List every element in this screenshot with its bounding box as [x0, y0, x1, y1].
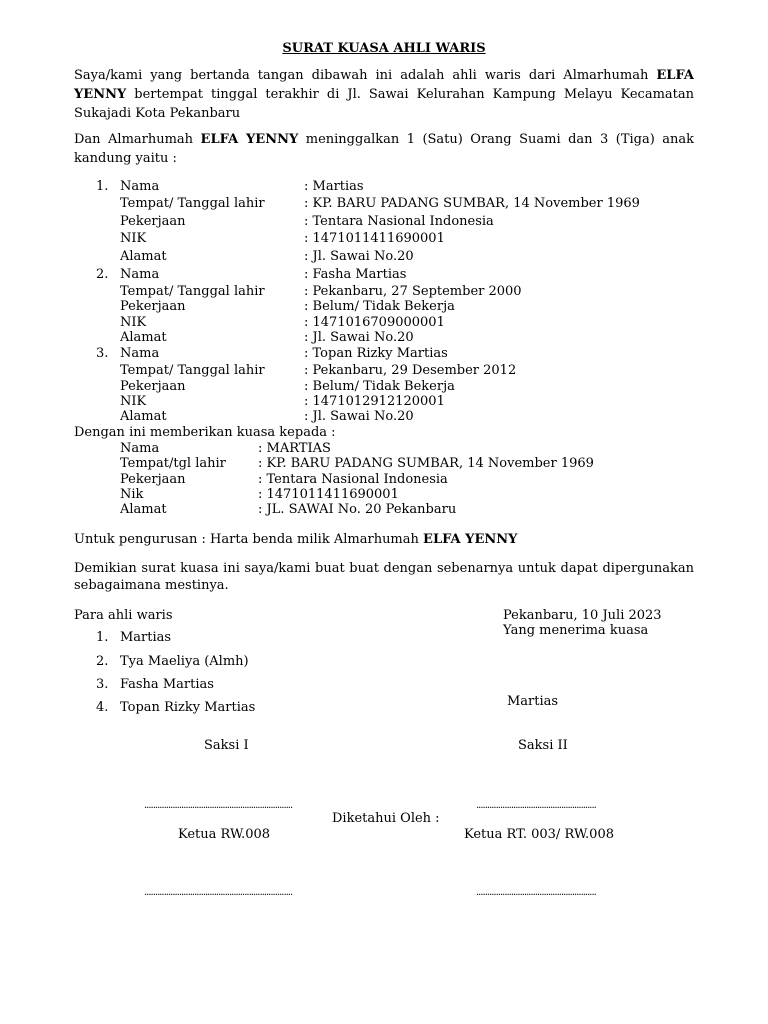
value-nama: : Topan Rizky Martias	[304, 346, 448, 361]
value-alamat: : Jl. Sawai No.20	[304, 330, 414, 345]
purpose-text: Untuk pengurusan : Harta benda milik Almarhumah	[74, 532, 419, 547]
label-ttl: Tempat/ Tanggal lahir	[120, 196, 265, 211]
label-nama: Nama	[120, 267, 160, 282]
label-nik: NIK	[120, 394, 147, 409]
leave-text-2: meninggalkan 1 (Satu) Orang Suami dan 3 (Tiga) anak kandung yaitu :	[74, 132, 695, 166]
grantee-nama: : MARTIAS	[258, 441, 331, 456]
grantee-alamat: : JL. SAWAI No. 20 Pekanbaru	[258, 502, 457, 517]
value-alamat: : Jl. Sawai No.20	[304, 249, 414, 264]
deceased-name: ELFA YENNY	[74, 68, 694, 102]
leave-paragraph	[74, 130, 694, 168]
label-alamat: Alamat	[120, 409, 167, 424]
signature-line: ....................................................................	[144, 800, 293, 811]
grantee-pekerjaan: : Tentara Nasional Indonesia	[258, 472, 448, 487]
value-pekerjaan: : Belum/ Tidak Bekerja	[304, 379, 455, 394]
acknowledged-heading: Diketahui Oleh :	[332, 811, 440, 826]
label-alamat: Alamat	[120, 249, 167, 264]
heir-number: 3.	[96, 346, 109, 361]
grantee-label-nik: Nik	[120, 487, 144, 502]
grantee-label-ttl: Tempat/tgl lahir	[120, 456, 226, 471]
value-pekerjaan: : Belum/ Tidak Bekerja	[304, 299, 455, 314]
rt-head-label: Ketua RT. 003/ RW.008	[464, 827, 614, 842]
deceased-name: ELFA YENNY	[200, 132, 299, 147]
label-nik: NIK	[120, 315, 147, 330]
purpose-line	[74, 531, 517, 548]
witness-1-label: Saksi I	[204, 738, 249, 753]
leave-text-1: Dan Almarhumah	[74, 132, 194, 147]
label-ttl: Tempat/ Tanggal lahir	[120, 284, 265, 299]
grant-heading: Dengan ini memberikan kuasa kepada :	[74, 425, 336, 440]
label-ttl: Tempat/ Tanggal lahir	[120, 363, 265, 378]
closing-paragraph: Demikian surat kuasa ini saya/kami buat buat dengan sebenarnya untuk dapat dipergunakan sebagaimana mestinya.	[74, 561, 694, 593]
heirs-heading: Para ahli waris	[74, 608, 173, 623]
signature-line: .......................................................	[476, 800, 596, 811]
intro-paragraph	[74, 66, 694, 123]
list-number: 3.	[96, 677, 109, 692]
signature-line: .......................................................	[476, 887, 596, 898]
list-item: Tya Maeliya (Almh)	[120, 654, 249, 669]
label-pekerjaan: Pekerjaan	[120, 379, 186, 394]
list-number: 4.	[96, 700, 109, 715]
place-date: Pekanbaru, 10 Juli 2023	[503, 608, 662, 623]
grantee-ttl: : KP. BARU PADANG SUMBAR, 14 November 1969	[258, 456, 594, 471]
label-nama: Nama	[120, 179, 160, 194]
deceased-name: ELFA YENNY	[423, 532, 518, 547]
value-nama: : Fasha Martias	[304, 267, 407, 282]
list-number: 2.	[96, 654, 109, 669]
list-item: Fasha Martias	[120, 677, 214, 692]
grantee-label-alamat: Alamat	[120, 502, 167, 517]
grantee-nik: : 1471011411690001	[258, 487, 399, 502]
signature-line: ....................................................................	[144, 887, 293, 898]
witness-2-label: Saksi II	[518, 738, 568, 753]
grantee-label-pekerjaan: Pekerjaan	[120, 472, 186, 487]
grantee-label-nama: Nama	[120, 441, 160, 456]
label-pekerjaan: Pekerjaan	[120, 299, 186, 314]
document-title: SURAT KUASA AHLI WARIS	[282, 41, 486, 56]
recipient-name: Martias	[507, 694, 559, 709]
recipient-heading: Yang menerima kuasa	[503, 623, 649, 638]
value-ttl: : KP. BARU PADANG SUMBAR, 14 November 1969	[304, 196, 640, 211]
value-nama: : Martias	[304, 179, 364, 194]
heir-number: 2.	[96, 267, 109, 282]
value-pekerjaan: : Tentara Nasional Indonesia	[304, 214, 494, 229]
label-nama: Nama	[120, 346, 160, 361]
intro-text-1: Saya/kami yang bertanda tangan dibawah ini adalah ahli waris dari Almarhumah	[74, 68, 649, 83]
list-number: 1.	[96, 630, 109, 645]
value-ttl: : Pekanbaru, 27 September 2000	[304, 284, 522, 299]
value-nik: : 1471012912120001	[304, 394, 445, 409]
value-ttl: : Pekanbaru, 29 Desember 2012	[304, 363, 517, 378]
heir-number: 1.	[96, 179, 109, 194]
list-item: Martias	[120, 630, 172, 645]
value-nik: : 1471011411690001	[304, 231, 445, 246]
list-item: Topan Rizky Martias	[120, 700, 256, 715]
value-alamat: : Jl. Sawai No.20	[304, 409, 414, 424]
label-nik: NIK	[120, 231, 147, 246]
label-pekerjaan: Pekerjaan	[120, 214, 186, 229]
rw-head-label: Ketua RW.008	[178, 827, 271, 842]
intro-text-2: bertempat tinggal terakhir di Jl. Sawai Kelurahan Kampung Melayu Kecamatan Sukajadi Kota Pekanbaru	[74, 87, 694, 121]
label-alamat: Alamat	[120, 330, 167, 345]
value-nik: : 1471016709000001	[304, 315, 445, 330]
